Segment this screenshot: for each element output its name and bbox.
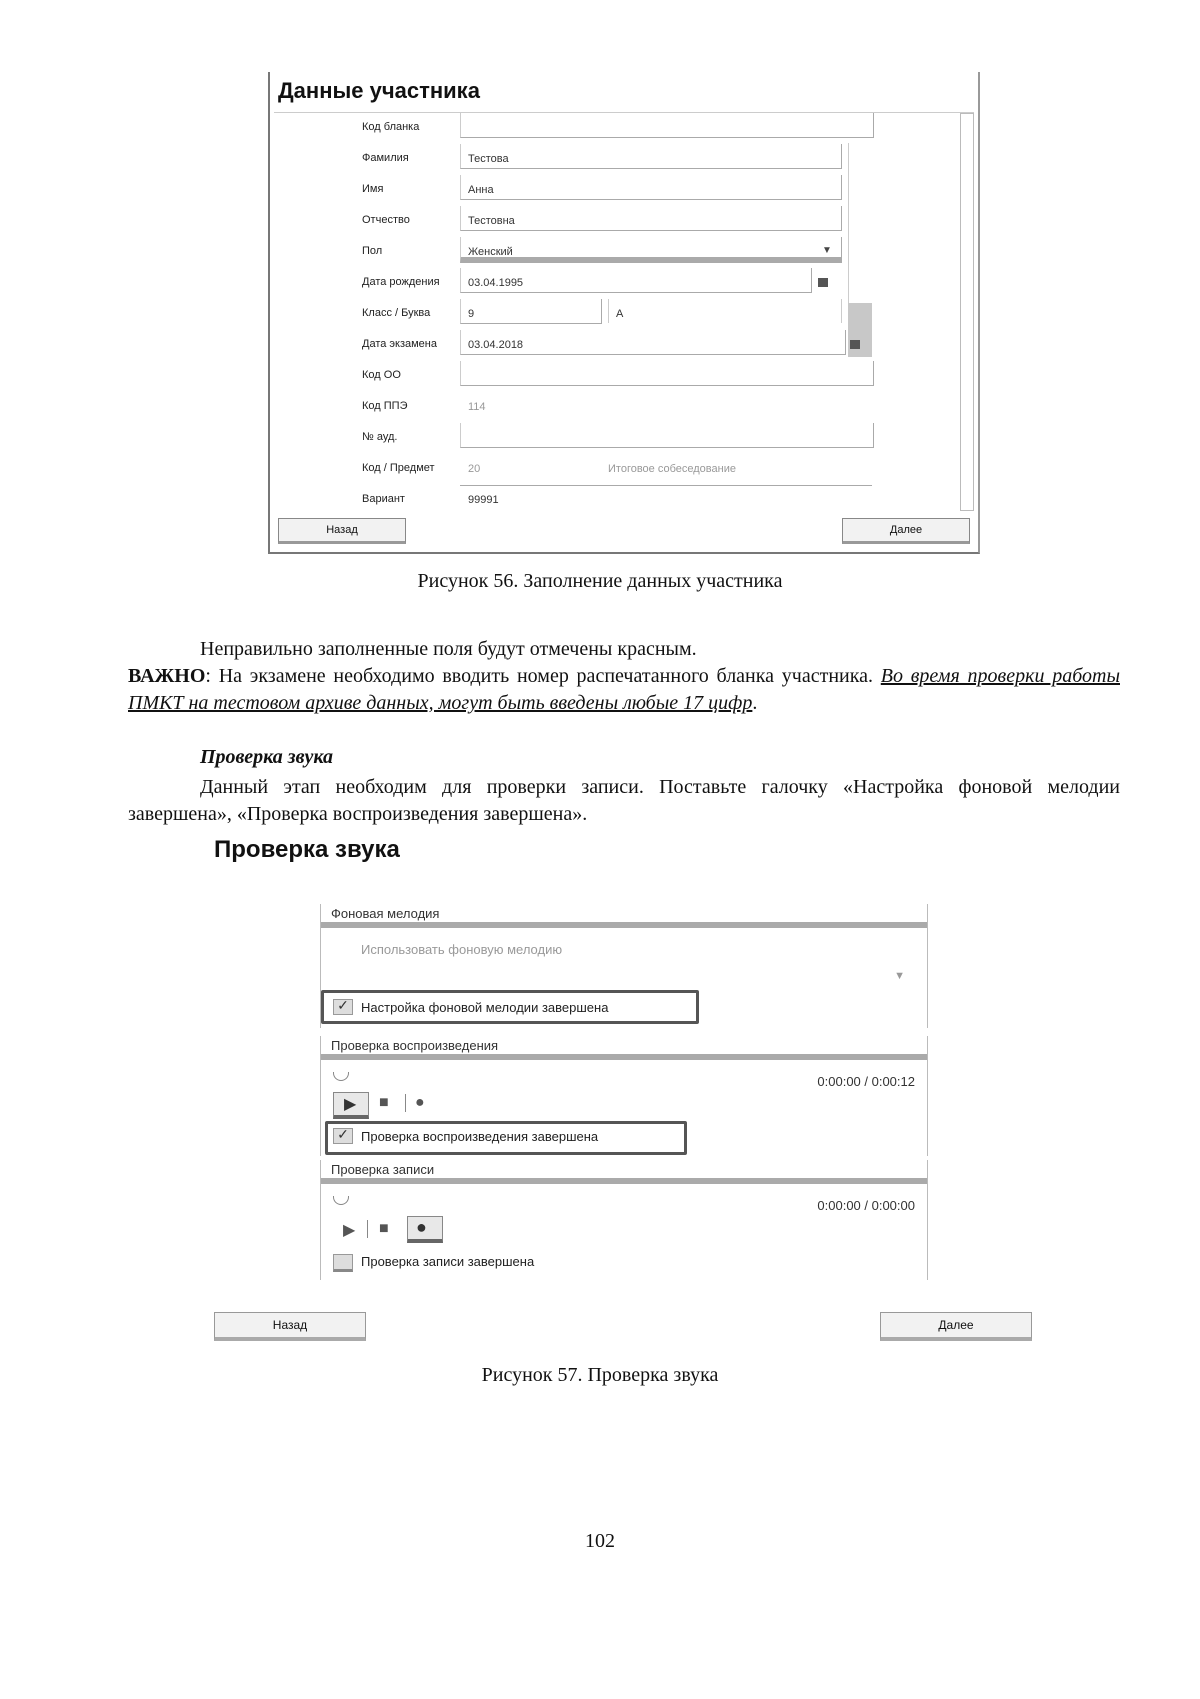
- value2: А: [616, 308, 624, 320]
- calendar-icon[interactable]: [850, 340, 860, 349]
- value: Женский: [468, 246, 513, 258]
- rec-done-checkbox[interactable]: [333, 1254, 353, 1272]
- back-button[interactable]: Назад: [214, 1312, 366, 1341]
- label: Код ППЭ: [362, 400, 408, 412]
- figure-56-caption: Рисунок 56. Заполнение данных участника: [417, 570, 783, 592]
- oo-code-input[interactable]: [460, 361, 874, 386]
- separator: [405, 1094, 406, 1112]
- row-exam-date: [274, 330, 894, 361]
- value: 9: [468, 308, 475, 320]
- back-button[interactable]: Назад: [278, 518, 406, 544]
- vertical-scrollbar[interactable]: [960, 113, 974, 511]
- surname-input[interactable]: [460, 144, 842, 169]
- row-auditorium: [274, 423, 894, 454]
- label: Имя: [362, 183, 384, 195]
- class-input[interactable]: [460, 299, 602, 324]
- value: 03.04.2018: [468, 339, 524, 351]
- row-birthdate: [274, 268, 894, 299]
- play-button[interactable]: ▶: [343, 1222, 356, 1239]
- label: Пол: [362, 245, 383, 257]
- play-button[interactable]: [333, 1092, 369, 1119]
- calendar-icon[interactable]: [818, 278, 828, 287]
- label: № ауд.: [362, 431, 398, 443]
- value: Тестовна: [468, 215, 515, 227]
- section-heading: Проверка звука: [200, 746, 334, 768]
- participant-data-window: [268, 72, 980, 554]
- row-class: [274, 299, 894, 330]
- record-button[interactable]: ●: [415, 1094, 425, 1111]
- label: Дата экзамена: [362, 338, 437, 350]
- play-time: 0:00:00 / 0:00:12: [817, 1074, 915, 1089]
- value: 03.04.1995: [468, 277, 524, 289]
- use-melody-select[interactable]: Использовать фоновую мелодию: [361, 942, 563, 957]
- rec-time: 0:00:00 / 0:00:00: [817, 1198, 915, 1213]
- label: Дата рождения: [362, 276, 440, 288]
- record-button[interactable]: [407, 1216, 443, 1243]
- section-title: Проверка записи: [331, 1162, 435, 1177]
- label: Вариант: [362, 493, 405, 505]
- important-text: : На экзамене необходимо вводить номер распечатанного бланка участника.: [205, 665, 874, 687]
- row-variant: [274, 485, 894, 516]
- play-done-checkbox[interactable]: ✓: [333, 1128, 353, 1144]
- chevron-down-icon[interactable]: ▼: [822, 245, 832, 256]
- section-divider: [321, 1054, 927, 1060]
- play-icon: ▶: [344, 1096, 357, 1113]
- bg-done-checkbox[interactable]: ✓: [333, 999, 353, 1015]
- row-oo-code: [274, 361, 894, 392]
- section-title: Фоновая мелодия: [331, 906, 440, 921]
- label: Отчество: [362, 214, 410, 226]
- sound-check-title: Проверка звука: [214, 836, 400, 863]
- section-divider: [321, 1178, 927, 1184]
- stop-button[interactable]: ■: [379, 1220, 389, 1237]
- stop-button[interactable]: ■: [379, 1094, 389, 1111]
- label: Код бланка: [362, 121, 420, 133]
- label: Фамилия: [362, 152, 409, 164]
- bg-done-label: Настройка фоновой мелодии завершена: [361, 1000, 609, 1015]
- window-title: Данные участника: [278, 78, 480, 103]
- blank-code-input[interactable]: [460, 113, 874, 138]
- row-subject: [274, 454, 894, 485]
- play-done-label: Проверка воспроизведения завершена: [361, 1129, 599, 1144]
- label: Код ОО: [362, 369, 401, 381]
- value: Тестова: [468, 153, 509, 165]
- record-icon: ●: [416, 1217, 427, 1237]
- important-italic: Во время проверки работы ПМКТ на тестовом архиве данных, могут быть введены любые 17 цифр: [128, 665, 1120, 714]
- row-surname: [274, 144, 894, 175]
- rec-done-label: Проверка записи завершена: [361, 1254, 535, 1269]
- value2: Итоговое собеседование: [608, 463, 736, 475]
- row-blank-code: [274, 113, 894, 144]
- page-number: 102: [585, 1530, 615, 1552]
- letter-input[interactable]: [608, 299, 842, 323]
- value: 20: [468, 463, 481, 475]
- name-input[interactable]: [460, 175, 842, 200]
- label: Класс / Буква: [362, 307, 431, 319]
- recording-section: [320, 1160, 928, 1280]
- value: 114: [468, 401, 486, 413]
- paragraph-important: ВАЖНО: На экзамене необходимо вводить номер распечатанного бланка участника. Во время проверки работы ПМКТ на тестовом архиве данных, могут быть введены любые 17 цифр.: [128, 665, 1120, 714]
- spinner-icon: [333, 1196, 349, 1205]
- gender-select[interactable]: [460, 237, 842, 263]
- row-name: [274, 175, 894, 206]
- playback-section: [320, 1036, 928, 1156]
- chevron-down-icon[interactable]: ▼: [894, 970, 905, 982]
- next-button[interactable]: Далее: [880, 1312, 1032, 1341]
- section-divider: [321, 922, 927, 928]
- paragraph-sound-check: Данный этап необходим для проверки записи. Поставьте галочку «Настройка фоновой мелодии завершена», «Проверка воспроизведения завершена».: [128, 776, 1120, 825]
- patronymic-input[interactable]: [460, 206, 842, 231]
- row-gender: [274, 237, 894, 268]
- section-title: Проверка воспроизведения: [331, 1038, 499, 1053]
- form-body: [274, 112, 974, 513]
- figure-57-caption: Рисунок 57. Проверка звука: [481, 1364, 719, 1386]
- auditorium-input[interactable]: [460, 423, 874, 448]
- spinner-icon: [333, 1072, 349, 1081]
- background-melody-section: [320, 904, 928, 1028]
- row-ppe-code: [274, 392, 894, 423]
- paragraph-invalid-fields: Неправильно заполненные поля будут отмечены красным.: [200, 638, 697, 660]
- next-button[interactable]: Далее: [842, 518, 970, 544]
- separator: [367, 1220, 368, 1238]
- value: 99991: [468, 494, 499, 506]
- label: Код / Предмет: [362, 462, 435, 474]
- row-patronymic: [274, 206, 894, 237]
- important-label: ВАЖНО: [128, 665, 206, 687]
- variant-field-border[interactable]: [460, 485, 872, 486]
- value: Анна: [468, 184, 494, 196]
